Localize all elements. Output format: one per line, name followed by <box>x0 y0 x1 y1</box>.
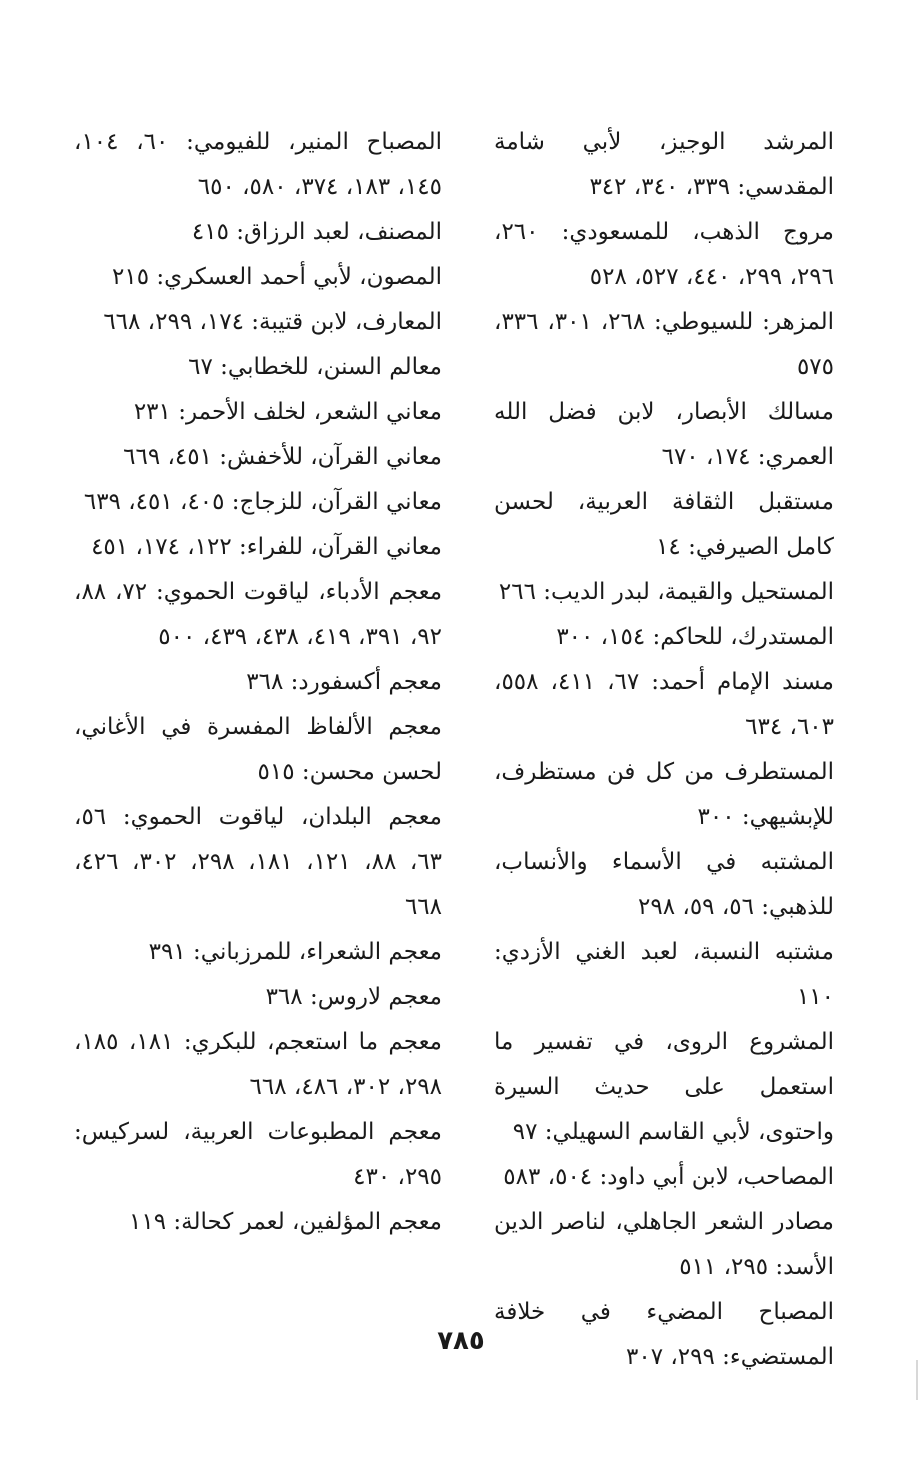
index-entry: المصون، لأبي أحمد العسكري: ٢١٥ <box>112 264 442 290</box>
index-entry: المصباح المنير، للفيومي: ٦٠، ١٠٤، ١٤٥، ١٨٣، ٣٧٤، ٥٨٠، ٦٥٠ <box>74 129 442 200</box>
page-edge-mark <box>916 1360 918 1400</box>
index-entry: المعارف، لابن قتيبة: ١٧٤، ٢٩٩، ٦٦٨ <box>103 309 442 335</box>
index-entry: المصباح المضيء في خلافة المستضيء: ٢٩٩، ٣٠٧ <box>494 1299 834 1370</box>
index-entry: المصاحب، لابن أبي داود: ٥٠٤، ٥٨٣ <box>503 1164 834 1190</box>
index-column-right <box>494 120 834 1380</box>
index-entry: معاني القرآن، للزجاج: ٤٠٥، ٤٥١، ٦٣٩ <box>83 489 442 515</box>
index-entry: المستدرك، للحاكم: ١٥٤، ٣٠٠ <box>556 624 834 650</box>
index-entry: مستقبل الثقافة العربية، لحسن كامل الصيرفي: ١٤ <box>494 489 834 560</box>
index-entry: معجم البلدان، لياقوت الحموي: ٥٦، ٦٣، ٨٨، ١٢١، ١٨١، ٢٩٨، ٣٠٢، ٤٢٦، ٦٦٨ <box>74 804 442 920</box>
index-entry: مسالك الأبصار، لابن فضل الله العمري: ١٧٤، ٦٧٠ <box>494 399 834 470</box>
index-entry: معجم لاروس: ٣٦٨ <box>265 984 442 1010</box>
index-entry: المستطرف من كل فن مستظرف، للإبشيهي: ٣٠٠ <box>494 759 834 830</box>
index-entry: معالم السنن، للخطابي: ٦٧ <box>188 354 442 380</box>
index-entry: مسند الإمام أحمد: ٦٧، ٤١١، ٥٥٨، ٦٠٣، ٦٣٤ <box>494 669 834 740</box>
index-entry: معجم المؤلفين، لعمر كحالة: ١١٩ <box>129 1209 442 1235</box>
index-entry: مشتبه النسبة، لعبد الغني الأزدي: ١١٠ <box>494 939 834 1010</box>
index-entry: مصادر الشعر الجاهلي، لناصر الدين الأسد: ٢٩٥، ٥١١ <box>494 1209 834 1280</box>
index-entry: معاني القرآن، للأخفش: ٤٥١، ٦٦٩ <box>123 444 442 470</box>
index-entry: المزهر: للسيوطي: ٢٦٨، ٣٠١، ٣٣٦، ٥٧٥ <box>494 309 835 380</box>
index-entry: معجم الألفاظ المفسرة في الأغاني، لحسن محسن: ٥١٥ <box>74 714 442 785</box>
index-entry: المشروع الروى، في تفسير ما استعمل على حديث السيرة واحتوى، لأبي القاسم السهيلي: ٩٧ <box>494 1029 834 1145</box>
index-entry: معجم أكسفورد: ٣٦٨ <box>246 669 442 695</box>
index-entry: مروج الذهب، للمسعودي: ٢٦٠، ٢٩٦، ٢٩٩، ٤٤٠، ٥٢٧، ٥٢٨ <box>494 219 834 290</box>
index-entry: المرشد الوجيز، لأبي شامة المقدسي: ٣٣٩، ٣٤٠، ٣٤٢ <box>494 129 834 200</box>
index-entry: معجم الشعراء، للمرزباني: ٣٩١ <box>148 939 442 965</box>
index-entry: المشتبه في الأسماء والأنساب، للذهبي: ٥٦، ٥٩، ٢٩٨ <box>494 849 834 920</box>
index-entry: معجم المطبوعات العربية، لسركيس: ٢٩٥، ٤٣٠ <box>74 1119 442 1190</box>
index-entry: المستحيل والقيمة، لبدر الديب: ٢٦٦ <box>498 579 834 605</box>
index-entry: معاني الشعر، لخلف الأحمر: ٢٣١ <box>133 399 442 425</box>
index-entry: معاني القرآن، للفراء: ١٢٢، ١٧٤، ٤٥١ <box>91 534 442 560</box>
index-entry: معجم ما استعجم، للبكري: ١٨١، ١٨٥، ٢٩٨، ٣٠٢، ٤٨٦، ٦٦٨ <box>74 1029 443 1100</box>
index-column-left <box>74 120 442 1245</box>
index-entry: المصنف، لعبد الرزاق: ٤١٥ <box>191 219 442 245</box>
page-number: ٧٨٥ <box>437 1326 485 1356</box>
index-entry: معجم الأدباء، لياقوت الحموي: ٧٢، ٨٨، ٩٢، ٣٩١، ٤١٩، ٤٣٨، ٤٣٩، ٥٠٠ <box>74 579 443 650</box>
